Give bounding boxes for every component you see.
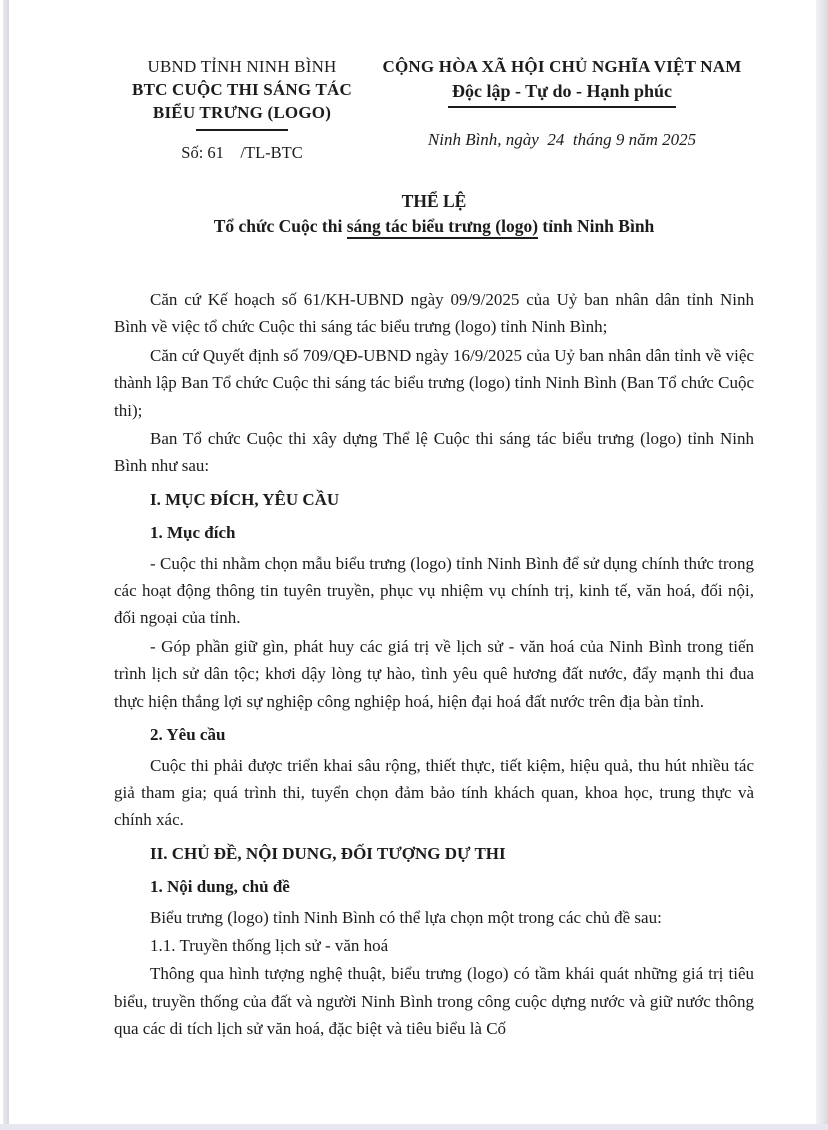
org-name-line-1: BTC CUỘC THI SÁNG TÁC <box>132 80 352 99</box>
para-theme-intro: Biểu trưng (logo) tỉnh Ninh Bình có thể lựa chọn một trong các chủ đề sau: <box>150 907 662 927</box>
viewer-left-edge <box>3 0 9 1130</box>
para-preamble: Ban Tổ chức Cuộc thi xây dựng Thể lệ Cuộc thi sáng tác biểu trưng (logo) tỉnh Ninh Bình như sau: <box>114 429 754 476</box>
para-theme-description: Thông qua hình tượng nghệ thuật, biểu trưng (logo) có tầm khái quát những giá trị tiêu biểu, truyền thống của đất và người Ninh Bình trong công cuộc dựng nước và giữ nước thông qua các di tích lịch sử văn hoá, đặc biệt và tiêu biểu là Cố <box>114 964 754 1039</box>
para-legal-basis-1: Căn cứ Kế hoạch số 61/KH-UBND ngày 09/9/2025 của Uỷ ban nhân dân tỉnh Ninh Bình về việc tổ chức Cuộc thi sáng tác biểu trưng (logo) tỉnh Ninh Bình; <box>114 290 754 337</box>
national-motto-wrap <box>370 79 754 108</box>
para-theme-1-1: 1.1. Truyền thống lịch sử - văn hoá <box>150 935 389 955</box>
para-requirement: Cuộc thi phải được triển khai sâu rộng, thiết thực, tiết kiệm, hiệu quả, thu hút nhiều tác giả tham gia; quá trình thi, tuyển chọn đảm bảo tính khách quan, khoa học, trung thực và chính xác. <box>114 755 754 830</box>
para-purpose-1: - Cuộc thi nhằm chọn mẫu biểu trưng (logo) tỉnh Ninh Bình để sử dụng chính thức trong các hoạt động thông tin tuyên truyền, phục vụ nhiệm vụ chính trị, kinh tế, văn hoá, đối nội, đối ngoại của tỉnh. <box>114 553 754 628</box>
subtitle-post: tỉnh Ninh Bình <box>538 216 655 236</box>
document-title-block <box>114 189 754 239</box>
org-divider-rule <box>196 129 288 131</box>
viewer-bottom-edge <box>0 1124 828 1130</box>
document-number: Số: 61 /TL-BTC <box>181 143 303 162</box>
heading-requirement: 2. Yêu cầu <box>150 725 226 745</box>
para-purpose-2: - Góp phần giữ gìn, phát huy các giá trị về lịch sử - văn hoá của Ninh Bình trong tiến trình lịch sử dân tộc; khơi dậy lòng tự hào, tình yêu quê hương đất nước, đẩy mạnh thi đua thực hiện thắng lợi sự nghiệp công nghiệp hoá, hiện đại hoá đất nước trên địa bàn tỉnh. <box>114 636 754 711</box>
national-header-block <box>370 55 754 150</box>
national-title: CỘNG HÒA XÃ HỘI CHỦ NGHĨA VIỆT NAM <box>382 57 742 76</box>
viewer-right-edge <box>816 0 828 1130</box>
heading-purpose: 1. Mục đích <box>150 523 236 543</box>
document-subtitle <box>114 214 754 239</box>
subtitle-underlined: sáng tác biểu trưng (logo) <box>347 216 538 239</box>
subtitle-pre: Tổ chức Cuộc thi <box>213 216 347 236</box>
document-content <box>114 0 754 1043</box>
heading-content-theme: 1. Nội dung, chủ đề <box>150 877 290 897</box>
heading-section-2: II. CHỦ ĐỀ, NỘI DUNG, ĐỐI TƯỢNG DỰ THI <box>150 843 506 863</box>
document-header <box>114 55 754 163</box>
document-body <box>114 286 754 1043</box>
heading-section-1: I. MỤC ĐÍCH, YÊU CẦU <box>150 489 340 509</box>
document-page <box>9 0 818 1124</box>
org-parent-name: UBND TỈNH NINH BÌNH <box>147 57 337 76</box>
org-name-line-2: BIỂU TRƯNG (LOGO) <box>152 103 332 122</box>
document-title: THỂ LỆ <box>401 191 467 211</box>
issuing-org-block <box>114 55 370 163</box>
place-date-line: Ninh Bình, ngày 24 tháng 9 năm 2025 <box>427 130 697 149</box>
national-motto: Độc lập - Tự do - Hạnh phúc <box>448 79 676 108</box>
para-legal-basis-2: Căn cứ Quyết định số 709/QĐ-UBND ngày 16/9/2025 của Uỷ ban nhân dân tỉnh về việc thành lập Ban Tổ chức Cuộc thi sáng tác biểu trưng (logo) tỉnh Ninh Bình (Ban Tổ chức Cuộc thi); <box>114 345 754 420</box>
